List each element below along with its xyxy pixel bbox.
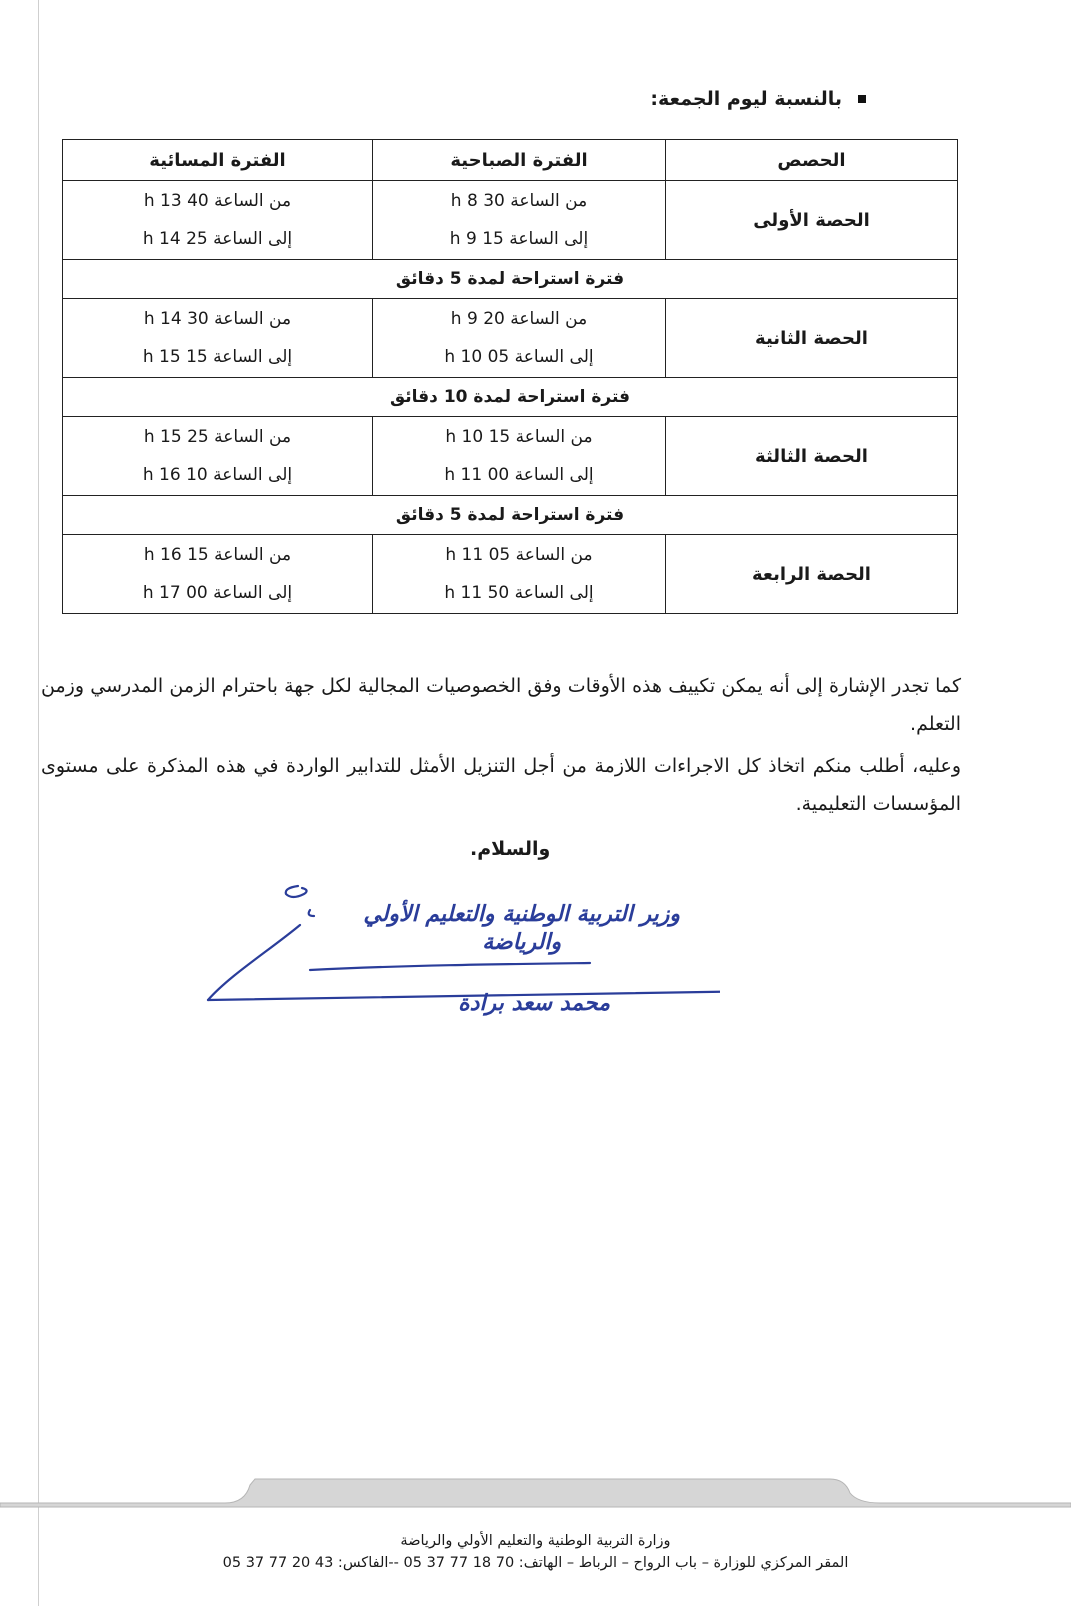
page-margin-rule — [38, 0, 39, 1606]
break-row — [63, 496, 958, 535]
paragraph-instructions: وعليه، أطلب منكم اتخاذ كل الاجراءات اللازمة من أجل التنزيل الأمثل للتدابير الواردة في هذه المذكرة على مستوى المؤسسات التعليمية. — [41, 755, 961, 815]
time-from: من الساعة 30 h 14 — [143, 309, 292, 329]
signature-title — [363, 900, 680, 956]
session-name: الحصة الثالثة — [666, 417, 958, 496]
footer-organization: وزارة التربية الوطنية والتعليم الأولي والرياضة — [400, 1533, 671, 1549]
signature-title-line1: وزير التربية الوطنية والتعليم الأولي — [363, 901, 680, 927]
square-bullet-icon — [858, 95, 866, 103]
time-to: إلى الساعة 00 h 17 — [142, 583, 293, 603]
morning-time — [373, 181, 666, 260]
header-evening: الفترة المسائية — [63, 140, 373, 181]
evening-time — [63, 181, 373, 260]
footer-decorative-band — [0, 1475, 1071, 1515]
signature-title-line2: والرياضة — [482, 929, 562, 955]
page-footer — [0, 1530, 1071, 1574]
heading-text: بالنسبة ليوم الجمعة: — [650, 88, 842, 110]
time-from: من الساعة 25 h 15 — [143, 427, 292, 447]
paragraph-adaptation: كما تجدر الإشارة إلى أنه يمكن تكييف هذه الأوقات وفق الخصوصيات المجالية لكل جهة باحترام الزمن المدرسي وزمن التعلم. — [41, 675, 961, 735]
time-to: إلى الساعة 15 h 9 — [449, 229, 589, 249]
time-from: من الساعة 40 h 13 — [143, 191, 292, 211]
time-to: إلى الساعة 15 h 15 — [142, 347, 293, 367]
break-row — [63, 260, 958, 299]
break-text: فترة استراحة لمدة 5 دقائق — [63, 496, 958, 535]
section-heading — [650, 88, 866, 110]
table-row — [63, 181, 958, 260]
break-text: فترة استراحة لمدة 10 دقائق — [63, 378, 958, 417]
morning-time — [373, 417, 666, 496]
break-text: فترة استراحة لمدة 5 دقائق — [63, 260, 958, 299]
closing-salutation: والسلام. — [470, 838, 551, 860]
header-morning: الفترة الصباحية — [373, 140, 666, 181]
table-header-row — [63, 140, 958, 181]
time-from: من الساعة 05 h 11 — [445, 545, 593, 565]
time-to: إلى الساعة 50 h 11 — [444, 583, 594, 603]
evening-time — [63, 535, 373, 614]
signature-name: محمد سعد برادة — [458, 990, 610, 1016]
footer-address: المقر المركزي للوزارة – باب الرواح – الرباط – الهاتف: 70 18 77 37 05 --الفاكس: 43 20 77 37 05 — [222, 1555, 849, 1571]
header-sessions: الحصص — [666, 140, 958, 181]
table-row — [63, 299, 958, 378]
time-from: من الساعة 15 h 16 — [143, 545, 292, 565]
evening-time — [63, 417, 373, 496]
time-to: إلى الساعة 00 h 11 — [444, 465, 594, 485]
table-row — [63, 417, 958, 496]
time-to: إلى الساعة 25 h 14 — [142, 229, 293, 249]
time-from: من الساعة 15 h 10 — [445, 427, 593, 447]
time-from: من الساعة 30 h 8 — [450, 191, 588, 211]
table-row — [63, 535, 958, 614]
time-to: إلى الساعة 05 h 10 — [444, 347, 594, 367]
minister-signature — [190, 880, 720, 1040]
session-name: الحصة الأولى — [666, 181, 958, 260]
footer-wave-icon — [0, 1475, 1071, 1515]
morning-time — [373, 299, 666, 378]
evening-time — [63, 299, 373, 378]
break-row — [63, 378, 958, 417]
session-name: الحصة الثانية — [666, 299, 958, 378]
friday-schedule-table — [62, 139, 958, 614]
morning-time — [373, 535, 666, 614]
session-name: الحصة الرابعة — [666, 535, 958, 614]
time-from: من الساعة 20 h 9 — [450, 309, 588, 329]
time-to: إلى الساعة 10 h 16 — [142, 465, 293, 485]
